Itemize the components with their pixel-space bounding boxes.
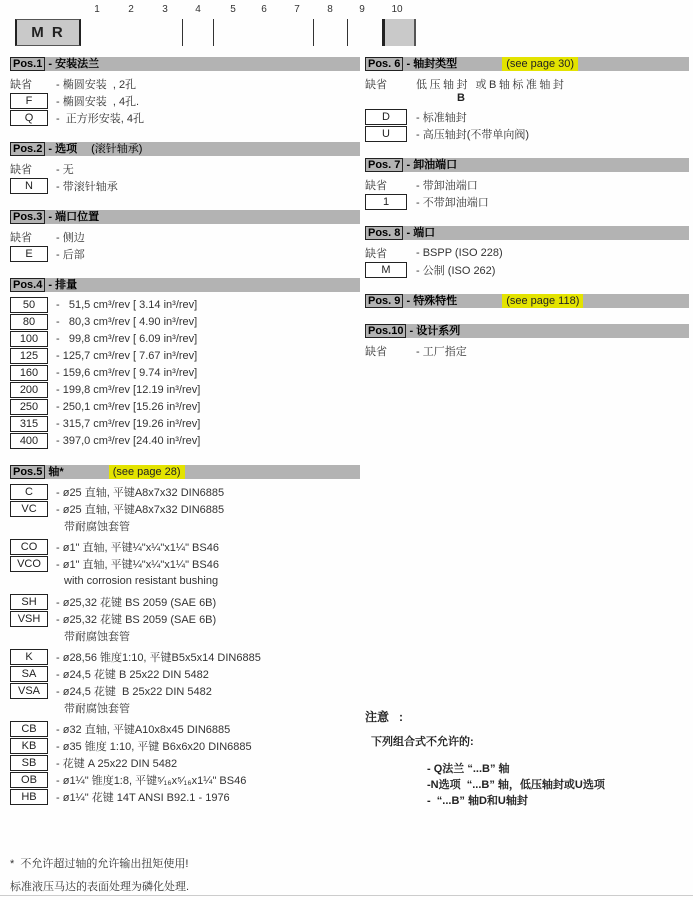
- code-description: 低压轴封 或B轴标准轴封: [416, 78, 567, 91]
- code-row: [10, 699, 360, 716]
- default-label: 缺省: [365, 78, 387, 91]
- code-description: with corrosion resistant bushing: [64, 574, 219, 587]
- section-pos-3: [10, 210, 360, 262]
- code-box: OB: [10, 772, 48, 788]
- code-box: N: [10, 178, 48, 194]
- field-separator-tick: [213, 19, 214, 46]
- code-box: Q: [10, 110, 48, 126]
- model-code-box: M R: [15, 19, 81, 46]
- code-box: KB: [10, 738, 48, 754]
- position-10-box: [382, 19, 416, 46]
- code-row: [10, 347, 360, 364]
- field-separator-tick: [313, 19, 314, 46]
- code-box: HB: [10, 789, 48, 805]
- field-separator-tick: [182, 19, 183, 46]
- code-description: - 花键 A 25x22 DIN 5482: [56, 757, 178, 770]
- code-row: [10, 665, 360, 682]
- note-item: -N选项 “...B” 轴，低压轴封或U选项: [427, 779, 605, 791]
- code-row: [10, 245, 360, 262]
- code-description: - 250,1 cm³/rev [15.26 in³/rev]: [56, 400, 201, 413]
- code-description: - ø25 直轴, 平键A8x7x32 DIN6885: [56, 503, 225, 516]
- default-label: 缺省: [365, 247, 387, 260]
- code-description: - 侧边: [56, 231, 85, 244]
- section-title: 端口位置: [55, 211, 100, 223]
- section-dash: -: [406, 325, 417, 337]
- code-description: - ø1" 直轴, 平键¼"x¼"x1¼" BS46: [56, 541, 219, 554]
- code-row: [10, 517, 360, 534]
- footnote-surface: 标准液压马达的表面处理为磷化处理.: [10, 881, 190, 893]
- section-pos-2: [10, 142, 360, 194]
- code-description: - ø35 锥度 1:10, 平键 B6x6x20 DIN6885: [56, 740, 252, 753]
- code-box: 315: [10, 416, 48, 432]
- section-pos-9: [365, 294, 689, 308]
- code-description: - ø32 直轴, 平键A10x8x45 DIN6885: [56, 723, 231, 736]
- code-description: - ø24,5 花键 B 25x22 DIN 5482: [56, 668, 209, 681]
- code-row: [10, 483, 360, 500]
- code-description: - ø25,32 花键 BS 2059 (SAE 6B): [56, 613, 217, 626]
- code-description: 带耐腐蚀套管: [64, 520, 130, 533]
- code-description: - BSPP (ISO 228): [416, 246, 503, 259]
- default-label: 缺省: [365, 345, 387, 358]
- right-column: [365, 57, 689, 375]
- section-header-bar: [10, 278, 360, 292]
- position-number: 1: [94, 4, 100, 15]
- pos-label: Pos.2: [10, 142, 45, 156]
- code-row: [10, 330, 360, 347]
- pos-label: Pos. 8: [365, 226, 403, 240]
- code-box: 250: [10, 399, 48, 415]
- code-row: [10, 555, 360, 572]
- code-row: [365, 176, 689, 193]
- code-row: [10, 538, 360, 555]
- code-box: E: [10, 246, 48, 262]
- code-box: VCO: [10, 556, 48, 572]
- note-title: 注意 :: [365, 710, 403, 724]
- code-box: VSA: [10, 683, 48, 699]
- pos-label: Pos.5: [10, 465, 45, 479]
- pos-label: Pos.3: [10, 210, 45, 224]
- code-row: [10, 313, 360, 330]
- code-box: C: [10, 484, 48, 500]
- code-description: - ø1¼" 锥度1:8, 平键⁵⁄₁₆x⁵⁄₁₆x1¼" BS46: [56, 774, 247, 787]
- code-box: VC: [10, 501, 48, 517]
- code-description: - 高压轴封(不带单向阀): [416, 128, 530, 141]
- code-description: - ø25,32 花键 BS 2059 (SAE 6B): [56, 596, 217, 609]
- see-page-ref: (see page 30): [502, 57, 578, 71]
- field-separator-tick: [347, 19, 348, 46]
- code-box: D: [365, 109, 407, 125]
- section-header-bar: [365, 324, 689, 338]
- note-intro: 下列组合式不允许的:: [371, 736, 474, 748]
- code-row: [10, 92, 360, 109]
- section-header-bar: [365, 226, 689, 240]
- section-pos-7: [365, 158, 689, 210]
- section-header-bar: [365, 57, 689, 71]
- section-title: 端口: [413, 227, 436, 239]
- pos-label: Pos. 7: [365, 158, 403, 172]
- code-description: - 椭圆安装 , 4孔.: [56, 95, 140, 108]
- position-number: 6: [261, 4, 267, 15]
- code-description: - ø1" 直轴, 平键¼"x¼"x1¼" BS46: [56, 558, 219, 571]
- section-title: 轴封类型: [413, 58, 458, 70]
- code-description: - ø1¼" 花键 14T ANSI B92.1 - 1976: [56, 791, 230, 804]
- code-row: [10, 788, 360, 805]
- section-dash: -: [403, 159, 414, 171]
- code-row: [10, 771, 360, 788]
- section-header-bar: [10, 57, 360, 71]
- section-title: 轴*: [48, 466, 64, 478]
- position-number: 4: [195, 4, 201, 15]
- section-pos-10: [365, 324, 689, 359]
- code-description: - 正方形安装, 4孔: [56, 112, 145, 125]
- code-box: 200: [10, 382, 48, 398]
- code-box: CB: [10, 721, 48, 737]
- code-box: 100: [10, 331, 48, 347]
- seal-type-b-label: B: [457, 92, 465, 104]
- default-label: 缺省: [10, 78, 32, 91]
- code-row: [10, 415, 360, 432]
- code-description: - ø28,56 锥度1:10, 平键B5x5x14 DIN6885: [56, 651, 261, 664]
- section-pos-6: [365, 57, 689, 142]
- section-dash: -: [403, 58, 414, 70]
- code-row: [10, 754, 360, 771]
- code-description: 带耐腐蚀套管: [64, 630, 130, 643]
- code-row: [10, 500, 360, 517]
- default-label: 缺省: [365, 179, 387, 192]
- pos-label: Pos. 6: [365, 57, 403, 71]
- section-title: 排量: [55, 279, 78, 291]
- code-row: [365, 108, 689, 125]
- section-title: 卸油端口: [413, 159, 458, 171]
- default-label: 缺省: [10, 231, 32, 244]
- code-row: [10, 398, 360, 415]
- code-row: [10, 737, 360, 754]
- code-description: - 带滚针轴承: [56, 180, 118, 193]
- code-box: VSH: [10, 611, 48, 627]
- code-box: SA: [10, 666, 48, 682]
- code-row: [10, 228, 360, 245]
- code-row: [365, 125, 689, 142]
- code-box: 50: [10, 297, 48, 313]
- section-dash: -: [403, 295, 414, 307]
- code-row: [10, 160, 360, 177]
- footnote-torque: * 不允许超过轴的允许输出扭矩使用!: [10, 858, 189, 870]
- code-row: [10, 593, 360, 610]
- section-title: 特殊特性: [413, 295, 458, 307]
- code-description: - ø25 直轴, 平键A8x7x32 DIN6885: [56, 486, 225, 499]
- section-pos-8: [365, 226, 689, 278]
- code-description: - 工厂指定: [416, 345, 467, 358]
- section-header-bar: [10, 142, 360, 156]
- code-description: - 椭圆安装 , 2孔: [56, 78, 137, 91]
- code-row: [10, 296, 360, 313]
- code-row: [10, 627, 360, 644]
- code-row: [10, 720, 360, 737]
- code-description: - 80,3 cm³/rev [ 4.90 in³/rev]: [56, 315, 198, 328]
- section-header-bar: [365, 158, 689, 172]
- position-number: 10: [391, 4, 403, 15]
- pos-label: Pos.4: [10, 278, 45, 292]
- section-title: 选项: [55, 143, 78, 155]
- code-description: - 带卸油端口: [416, 179, 478, 192]
- code-description: - 159,6 cm³/rev [ 9.74 in³/rev]: [56, 366, 198, 379]
- code-box: 400: [10, 433, 48, 449]
- left-column: [10, 57, 360, 821]
- code-row: [10, 109, 360, 126]
- code-description: - 后部: [56, 248, 85, 261]
- code-box: 125: [10, 348, 48, 364]
- section-header-bar: [365, 294, 689, 308]
- section-title-note: (滚针轴承): [91, 143, 143, 155]
- note-block: [365, 708, 687, 809]
- section-dash: -: [403, 227, 414, 239]
- code-row: [10, 75, 360, 92]
- code-description: - 315,7 cm³/rev [19.26 in³/rev]: [56, 417, 201, 430]
- code-box: 160: [10, 365, 48, 381]
- code-box: 80: [10, 314, 48, 330]
- pos-label: Pos. 9: [365, 294, 403, 308]
- code-description: - 397,0 cm³/rev [24.40 in³/rev]: [56, 434, 201, 447]
- code-row: [10, 381, 360, 398]
- section-pos-4: [10, 278, 360, 449]
- code-box: M: [365, 262, 407, 278]
- section-dash: -: [45, 279, 56, 291]
- section-pos-5: [10, 465, 360, 805]
- code-description: - 不带卸油端口: [416, 196, 489, 209]
- position-number: 5: [230, 4, 236, 15]
- code-row: [365, 244, 689, 261]
- code-box: CO: [10, 539, 48, 555]
- section-header-bar: [10, 465, 360, 479]
- code-row: [10, 682, 360, 699]
- code-row: [10, 177, 360, 194]
- section-dash: -: [45, 211, 56, 223]
- code-description: - 99,8 cm³/rev [ 6.09 in³/rev]: [56, 332, 198, 345]
- see-page-ref: (see page 28): [109, 465, 185, 479]
- page-bottom-divider: [0, 895, 693, 896]
- position-number: 7: [294, 4, 300, 15]
- position-number: 3: [162, 4, 168, 15]
- note-item: - “...B” 轴D和U轴封: [427, 795, 528, 807]
- code-description: - 公制 (ISO 262): [416, 264, 496, 277]
- code-description: - 125,7 cm³/rev [ 7.67 in³/rev]: [56, 349, 198, 362]
- default-label: 缺省: [10, 163, 32, 176]
- code-box: SB: [10, 755, 48, 771]
- code-row: [10, 648, 360, 665]
- section-header-bar: [10, 210, 360, 224]
- code-description: - 标准轴封: [416, 111, 467, 124]
- code-row: [365, 75, 689, 92]
- code-row: [10, 610, 360, 627]
- footnotes: [10, 853, 189, 899]
- code-box: K: [10, 649, 48, 665]
- section-pos-1: [10, 57, 360, 126]
- pos-label: Pos.1: [10, 57, 45, 71]
- position-number: 8: [327, 4, 333, 15]
- code-row: [365, 261, 689, 278]
- section-dash: -: [45, 58, 56, 70]
- code-row: [365, 193, 689, 210]
- code-row: [10, 572, 360, 589]
- code-description: - 199,8 cm³/rev [12.19 in³/rev]: [56, 383, 201, 396]
- position-number: 9: [359, 4, 365, 15]
- section-title: 安装法兰: [55, 58, 100, 70]
- code-box: 1: [365, 194, 407, 210]
- code-description: - 无: [56, 163, 74, 176]
- code-row: [10, 364, 360, 381]
- code-description: - ø24,5 花键 B 25x22 DIN 5482: [56, 685, 212, 698]
- note-items: [427, 761, 687, 809]
- code-description: 带耐腐蚀套管: [64, 702, 130, 715]
- code-box: U: [365, 126, 407, 142]
- note-item: - Q法兰 “...B” 轴: [427, 763, 510, 775]
- pos-label: Pos.10: [365, 324, 406, 338]
- code-box: SH: [10, 594, 48, 610]
- section-title: 设计系列: [416, 325, 461, 337]
- code-description: - 51,5 cm³/rev [ 3.14 in³/rev]: [56, 298, 198, 311]
- see-page-ref: (see page 118): [502, 294, 583, 308]
- section-dash: -: [45, 143, 56, 155]
- position-number: 2: [128, 4, 134, 15]
- code-box: F: [10, 93, 48, 109]
- code-row: [10, 432, 360, 449]
- code-row: [365, 342, 689, 359]
- model-code-field: [0, 0, 693, 56]
